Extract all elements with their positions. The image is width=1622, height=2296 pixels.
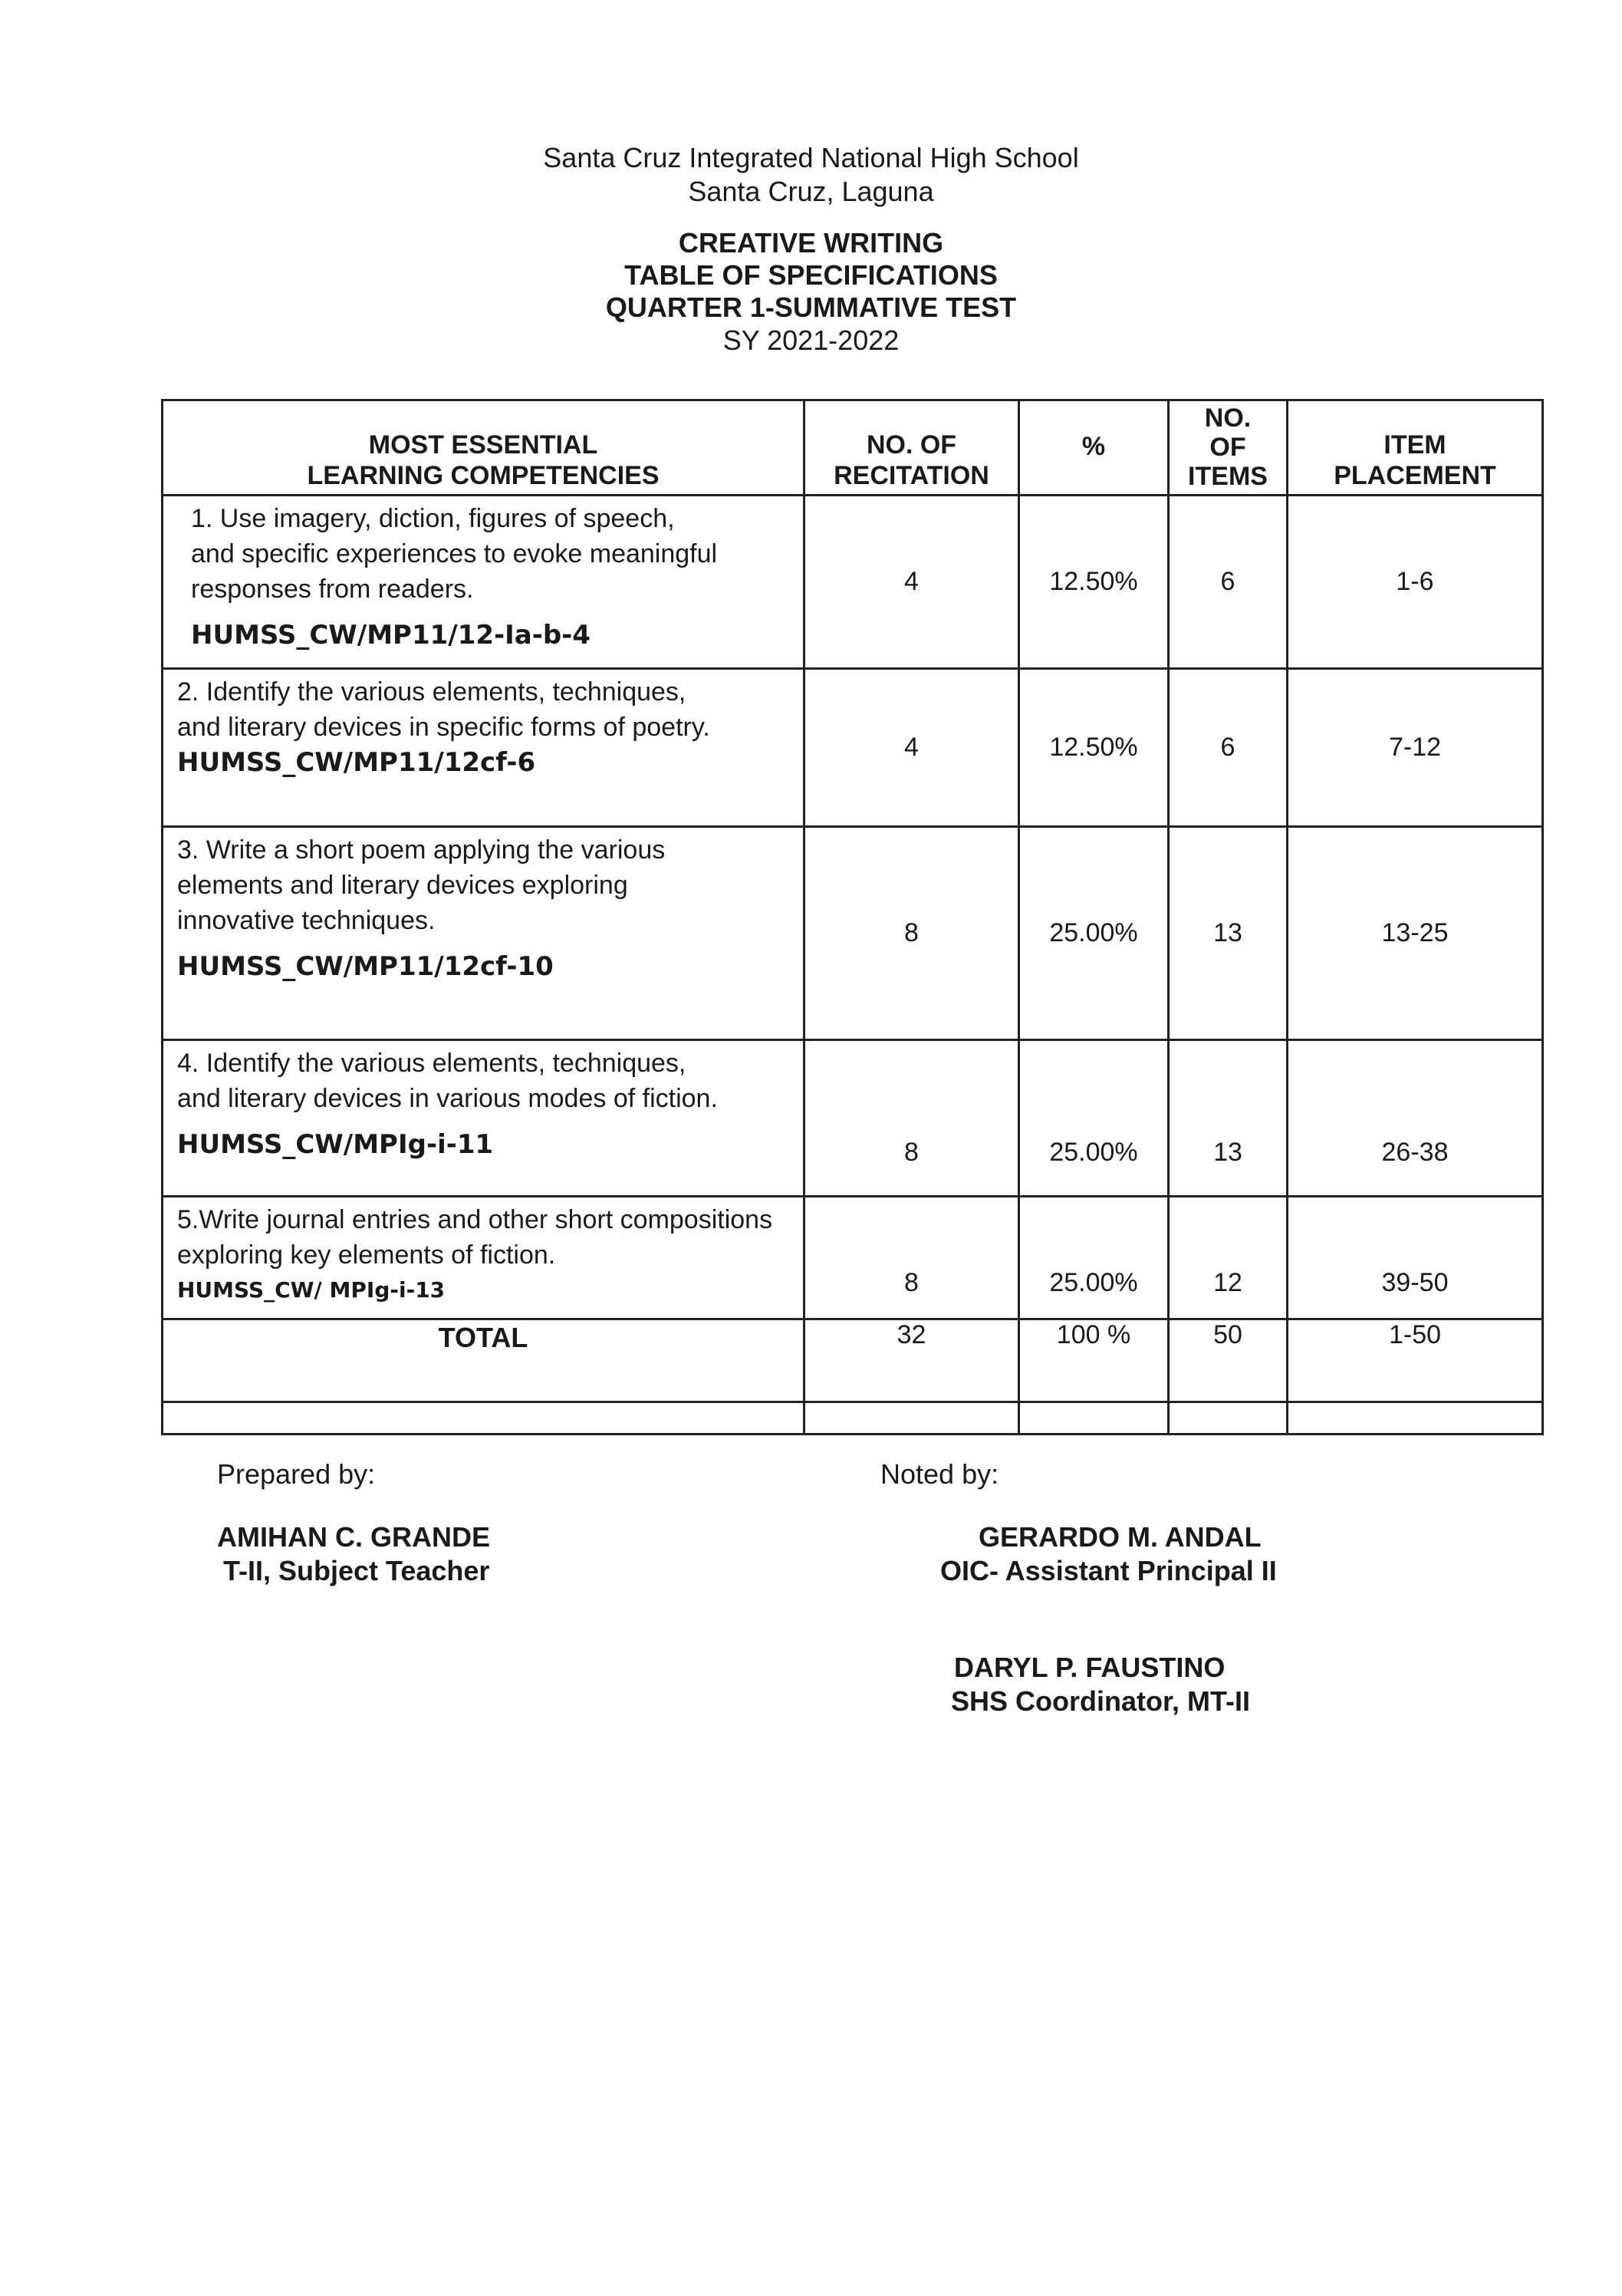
table-row — [163, 496, 1543, 669]
noted-name: GERARDO M. ANDAL — [979, 1521, 1262, 1553]
table-row — [163, 827, 1543, 1040]
competency-code: HUMSS_CW/ MPIg-i-13 — [177, 1277, 446, 1303]
header-placement: ITEM PLACEMENT — [1288, 400, 1543, 496]
competency-cell: 4. Identify the various elements, techniques, and literary devices in various modes of fiction. HUMSS_CW/MPIg-i-11 — [163, 1040, 804, 1197]
competency-code: HUMSS_CW/MPIg-i-11 — [177, 1129, 494, 1160]
recitation-cell: 8 — [804, 827, 1019, 1040]
header-competencies: MOST ESSENTIAL LEARNING COMPETENCIES — [163, 400, 804, 496]
recitation-cell: 4 — [804, 496, 1019, 669]
items-cell: 6 — [1169, 669, 1288, 827]
total-percent: 100 % — [1019, 1319, 1169, 1402]
placement-cell: 13-25 — [1288, 827, 1543, 1040]
header-recitation: NO. OF RECITATION — [804, 400, 1019, 496]
percent-cell: 12.50% — [1019, 496, 1169, 669]
total-placement: 1-50 — [1288, 1319, 1543, 1402]
coordinator-name: DARYL P. FAUSTINO — [954, 1652, 1226, 1683]
total-items: 50 — [1169, 1319, 1288, 1402]
prepared-name: AMIHAN C. GRANDE — [217, 1521, 490, 1553]
recitation-cell: 8 — [804, 1040, 1019, 1197]
percent-cell: 25.00% — [1019, 1040, 1169, 1197]
total-row — [163, 1319, 1543, 1402]
coordinator-block — [951, 1651, 1250, 1718]
coordinator-title: SHS Coordinator, MT-II — [951, 1685, 1251, 1717]
total-recitation: 32 — [804, 1319, 1019, 1402]
prepared-title: T-II, Subject Teacher — [223, 1555, 490, 1586]
document-header — [0, 141, 1622, 357]
noted-by-block — [940, 1520, 1277, 1588]
competency-cell: 5.Write journal entries and other short compositions exploring key elements of fiction. HUMSS_CW/ MPIg-i-13 — [163, 1197, 804, 1319]
specifications-table — [161, 399, 1544, 1435]
placement-cell: 39-50 — [1288, 1197, 1543, 1319]
items-cell: 13 — [1169, 1040, 1288, 1197]
competency-code: HUMSS_CW/MP11/12cf-6 — [177, 747, 536, 778]
recitation-cell: 8 — [804, 1197, 1019, 1319]
placement-cell: 26-38 — [1288, 1040, 1543, 1197]
table-header-row — [163, 400, 1543, 496]
competency-cell: 3. Write a short poem applying the various elements and literary devices exploring innovative techniques. HUMSS_CW/MP11/12cf-10 — [163, 827, 804, 1040]
school-address: Santa Cruz, Laguna — [688, 176, 934, 207]
recitation-cell: 4 — [804, 669, 1019, 827]
school-year: SY 2021-2022 — [722, 324, 900, 356]
items-cell: 13 — [1169, 827, 1288, 1040]
percent-cell: 25.00% — [1019, 827, 1169, 1040]
percent-cell: 25.00% — [1019, 1197, 1169, 1319]
placement-cell: 1-6 — [1288, 496, 1543, 669]
items-cell: 12 — [1169, 1197, 1288, 1319]
subject-title: CREATIVE WRITING — [678, 227, 944, 259]
competency-code: HUMSS_CW/MP11/12cf-10 — [177, 951, 554, 982]
noted-title: OIC- Assistant Principal II — [940, 1555, 1277, 1586]
document-title: TABLE OF SPECIFICATIONS — [624, 259, 998, 291]
prepared-label: Prepared by: — [217, 1458, 376, 1490]
competency-cell: 1. Use imagery, diction, figures of speech, and specific experiences to evoke meaningful responses from readers. HUMSS_CW/MP11/12-Ia-b-4 — [163, 496, 804, 669]
placement-cell: 7-12 — [1288, 669, 1543, 827]
table-row — [163, 1197, 1543, 1319]
noted-label: Noted by: — [880, 1458, 999, 1490]
competency-code: HUMSS_CW/MP11/12-Ia-b-4 — [191, 620, 591, 651]
table-row — [163, 669, 1543, 827]
total-label: TOTAL — [163, 1319, 804, 1402]
prepared-by-block — [217, 1458, 490, 1588]
school-name: Santa Cruz Integrated National High School — [543, 142, 1079, 173]
percent-cell: 12.50% — [1019, 669, 1169, 827]
test-title: QUARTER 1-SUMMATIVE TEST — [605, 292, 1017, 323]
items-cell: 6 — [1169, 496, 1288, 669]
empty-row — [163, 1402, 1543, 1435]
table-row — [163, 1040, 1543, 1197]
title-block — [0, 227, 1622, 357]
header-items: NO. OF ITEMS — [1169, 400, 1288, 496]
noted-by-label-block — [880, 1458, 999, 1491]
header-percent: % — [1019, 400, 1169, 496]
competency-cell: 2. Identify the various elements, techniques, and literary devices in specific forms of poetry. HUMSS_CW/MP11/12cf-6 — [163, 669, 804, 827]
